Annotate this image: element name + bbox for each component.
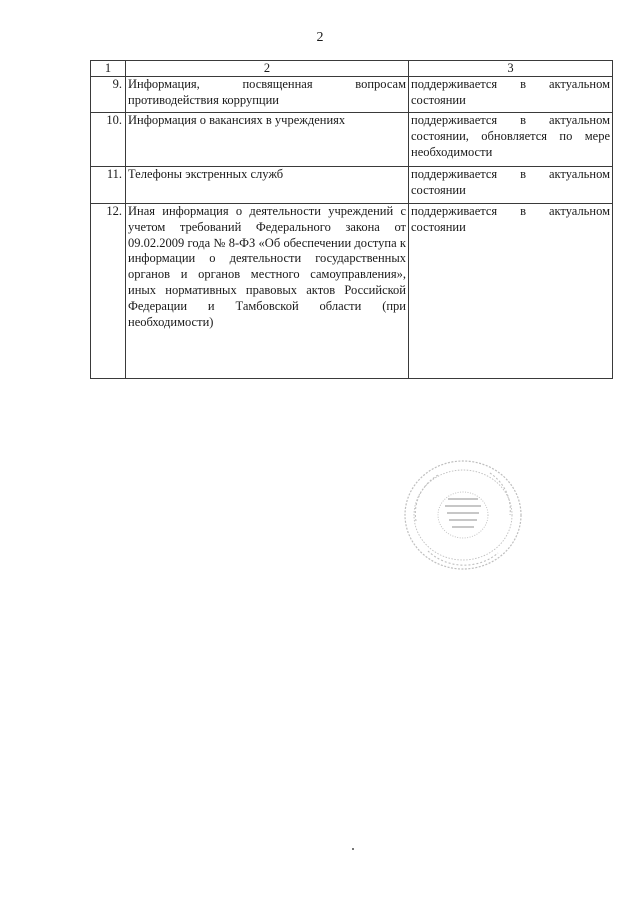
table-row	[91, 113, 613, 167]
column-header: 3	[409, 61, 613, 77]
row-number: 12.	[91, 204, 126, 379]
table-row	[91, 204, 613, 379]
scan-speck	[352, 848, 354, 850]
row-status: поддерживается в актуальном состоянии	[409, 204, 613, 379]
row-number: 11.	[91, 167, 126, 204]
column-header: 2	[126, 61, 409, 77]
column-header: 1	[91, 61, 126, 77]
table-row	[91, 167, 613, 204]
row-number: 9.	[91, 77, 126, 113]
row-info: Иная информация о деятельности учреждений с учетом требований Федерального закона от 09.02.2009 года № 8-ФЗ «Об обеспечении доступа к информации о деятельности государственных органов и органов местного самоуправления», иных нормативных правовых актов Российской Федерации и Тамбовской области (при необходимости)	[126, 204, 409, 379]
table-header-row	[91, 61, 613, 77]
table-row	[91, 77, 613, 113]
row-status: поддерживается в актуальном состоянии	[409, 167, 613, 204]
row-info: Телефоны экстренных служб	[126, 167, 409, 204]
page-number: 2	[316, 30, 324, 45]
row-info: Информация, посвященная вопросам противодействия коррупции	[126, 77, 409, 113]
row-status: поддерживается в актуальном состоянии, обновляется по мере необходимости	[409, 113, 613, 167]
official-seal-stamp	[398, 455, 528, 575]
row-number: 10.	[91, 113, 126, 167]
row-info: Информация о вакансиях в учреждениях	[126, 113, 409, 167]
row-status: поддерживается в актуальном состоянии	[409, 77, 613, 113]
info-table	[90, 60, 613, 379]
